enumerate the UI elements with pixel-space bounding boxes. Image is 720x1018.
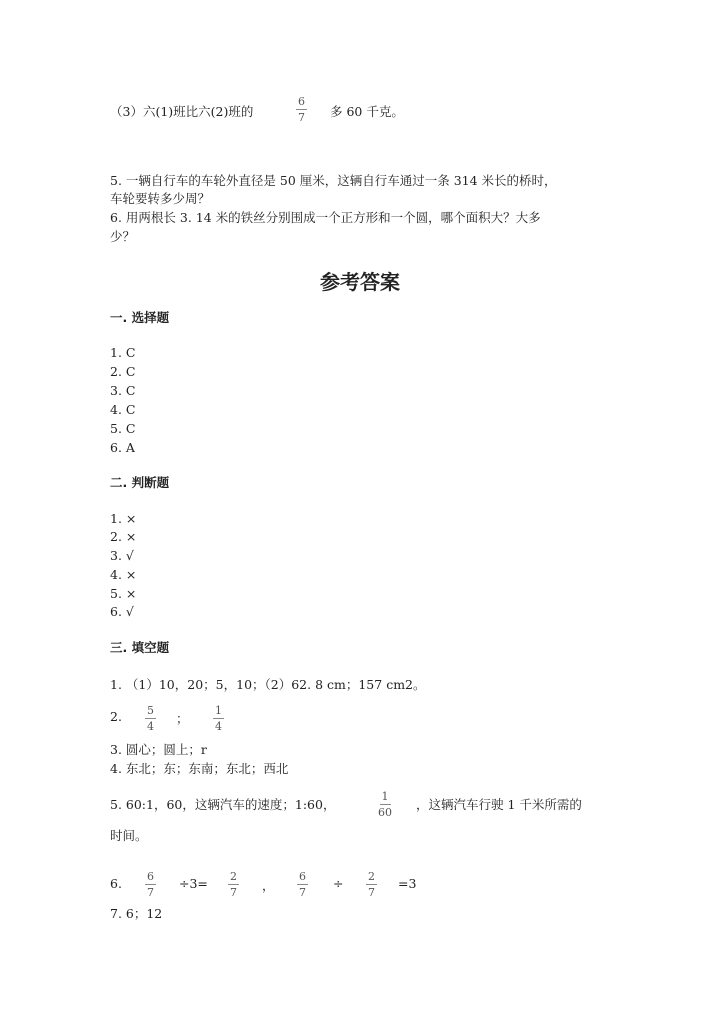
fraction	[378, 790, 392, 819]
question-text: 多 60 千克。	[330, 104, 404, 119]
operator: ÷3=	[179, 876, 208, 891]
denominator: 7	[230, 886, 237, 899]
result: =3	[398, 876, 417, 891]
fraction	[145, 870, 156, 899]
question-5-line: 5. 一辆自行车的车轮外直径是 50 厘米，这辆自行车通过一条 314 米长的桥时，	[110, 173, 557, 188]
answer-text: ，这辆汽车行驶 1 千米所需的	[416, 797, 582, 812]
answer-item: 3. C	[110, 383, 136, 398]
denominator: 4	[215, 720, 222, 733]
answer-text: 时间。	[110, 828, 148, 843]
denominator: 4	[147, 720, 154, 733]
answer-item: 2. ×	[110, 529, 137, 544]
denominator: 60	[378, 806, 392, 819]
numerator: 6	[299, 870, 306, 883]
answer-item: 1. C	[110, 345, 136, 360]
numerator: 6	[298, 95, 305, 108]
question-5-line: 车轮要转多少周？	[110, 191, 211, 206]
denominator: 7	[299, 886, 306, 899]
answer-item: 6. √	[110, 604, 134, 619]
question-text: （3）六(1)班比六(2)班的	[110, 104, 254, 119]
answer-item: 3. 圆心；圆上；r	[110, 742, 207, 757]
answer-item: 1. ×	[110, 511, 137, 526]
section-heading: 一. 选择题	[110, 310, 170, 325]
numerator: 2	[368, 870, 375, 883]
fraction	[145, 704, 156, 733]
denominator: 7	[147, 886, 154, 899]
section-heading: 二. 判断题	[110, 475, 170, 490]
fraction	[296, 95, 307, 124]
numerator: 2	[230, 870, 237, 883]
question-6-line: 6. 用两根长 3. 14 米的铁丝分别围成一个正方形和一个圆，哪个面积大？大多	[110, 210, 541, 225]
answer-item: 5. ×	[110, 586, 137, 601]
numerator: 5	[147, 704, 154, 717]
fraction	[366, 870, 377, 899]
question-6-line: 少？	[110, 229, 136, 244]
fraction	[213, 704, 224, 733]
answer-item: 6. A	[110, 440, 135, 455]
denominator: 7	[368, 886, 375, 899]
separator: ；	[176, 711, 189, 726]
fraction	[228, 870, 239, 899]
answer-item: 4. ×	[110, 567, 137, 582]
answer-label: 6.	[110, 876, 122, 891]
fraction	[297, 870, 308, 899]
section-heading: 三. 填空题	[110, 640, 170, 655]
answer-item: 1. （1）10，20；5，10；（2）62. 8 cm；157 cm2。	[110, 677, 426, 692]
answers-title: 参考答案	[320, 270, 400, 294]
answer-item: 2. C	[110, 364, 136, 379]
separator: ，	[262, 878, 275, 893]
numerator: 6	[147, 870, 154, 883]
answer-item: 3. √	[110, 548, 134, 563]
answer-item: 7. 6；12	[110, 906, 163, 921]
numerator: 1	[381, 790, 389, 803]
operator: ÷	[333, 876, 344, 891]
numerator: 1	[215, 704, 222, 717]
answer-item: 4. 东北；东；东南；东北；西北	[110, 761, 289, 776]
answer-item: 5. C	[110, 421, 136, 436]
answer-item: 4. C	[110, 402, 136, 417]
answer-label: 2.	[110, 709, 122, 724]
answer-text: 5. 60:1，60，这辆汽车的速度；1:60，	[110, 797, 336, 812]
denominator: 7	[298, 111, 305, 124]
